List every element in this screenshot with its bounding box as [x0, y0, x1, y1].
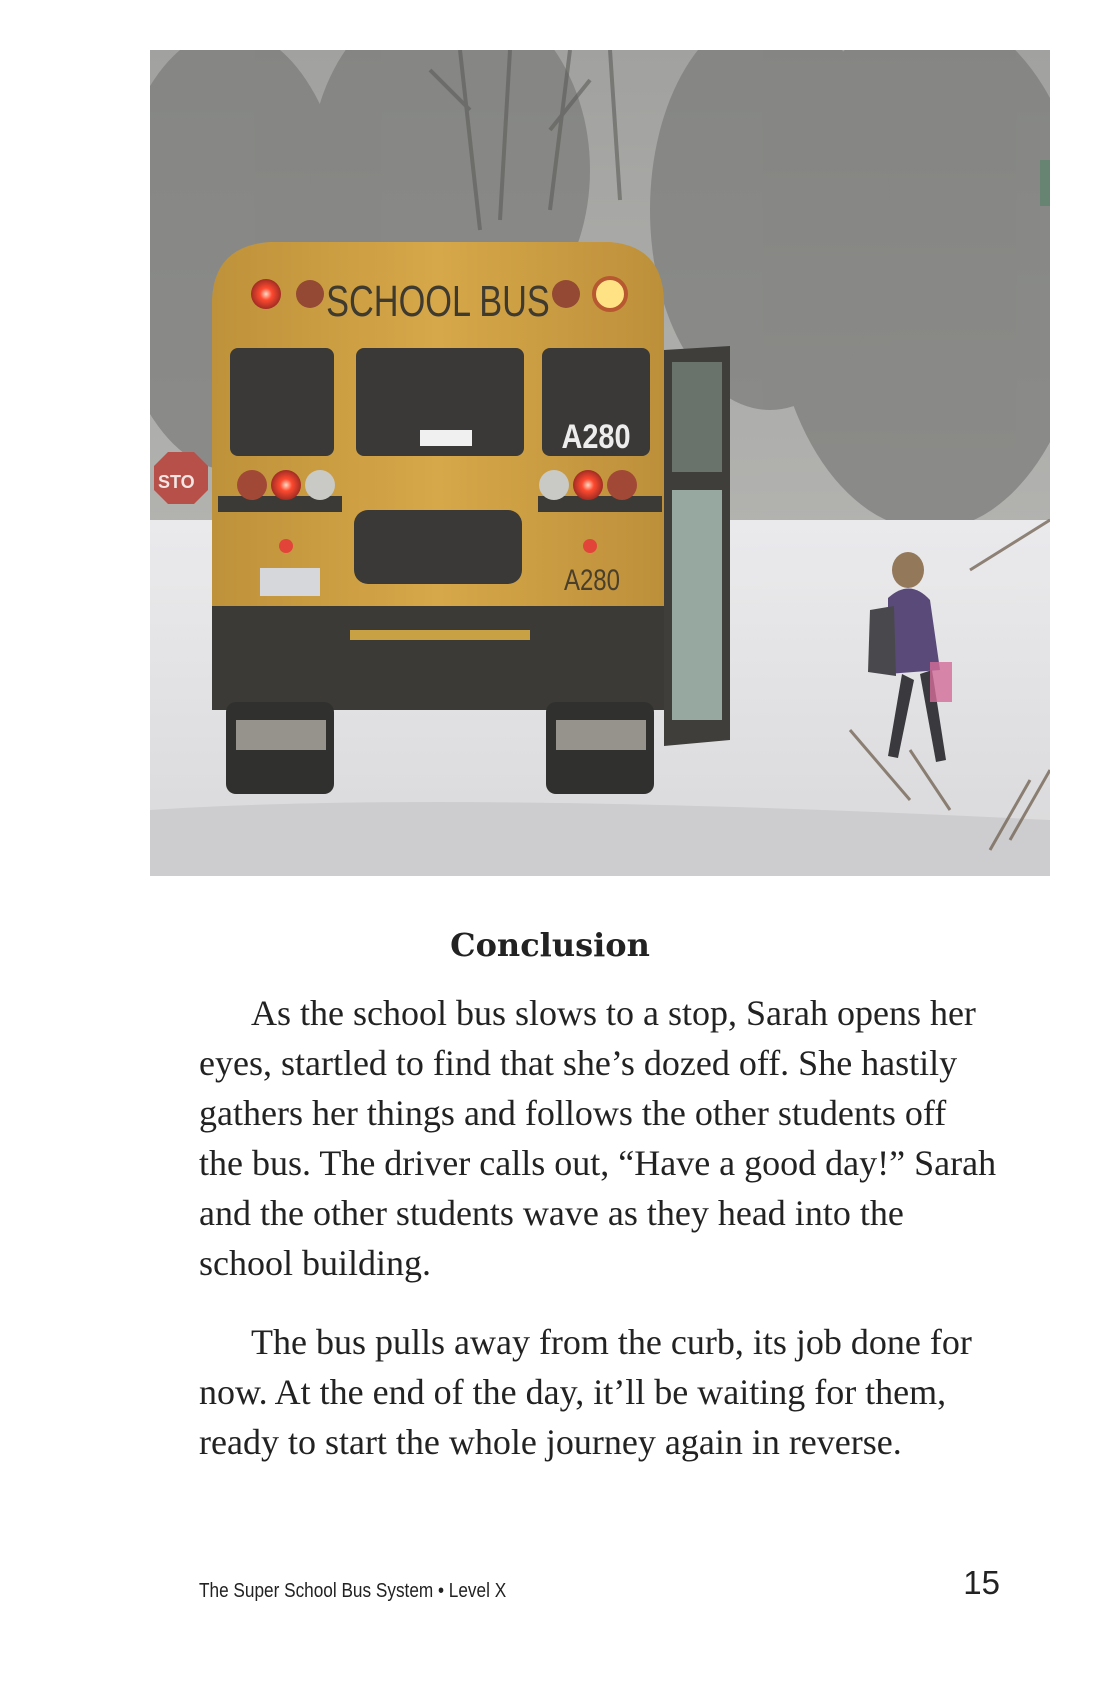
school-bus-illustration — [150, 50, 1050, 876]
paragraph-1: As the school bus slows to a stop, Sarah opens her eyes, startled to find that she’s dozed off. She hastily gathers her things and follows the other students off the bus. The driver calls out, “Have a good day!” Sarah and the other students wave as they head into the school building. — [199, 993, 997, 1283]
section-heading: Conclusion — [450, 926, 650, 964]
paragraph-2: The bus pulls away from the curb, its job done for now. At the end of the day, it’ll be waiting for them, ready to start the whole journey again in reverse. — [199, 1322, 972, 1462]
bus-number-body: A280 — [563, 562, 621, 597]
school-bus-sign: SCHOOL BUS — [326, 276, 550, 327]
footer-book-title: The Super School Bus System • Level X — [199, 1580, 507, 1602]
svg-text:STO: STO — [158, 472, 195, 492]
bus-number-window: A280 — [561, 416, 631, 456]
page-number: 15 — [963, 1564, 1000, 1601]
school-bus-photo — [150, 50, 1050, 876]
